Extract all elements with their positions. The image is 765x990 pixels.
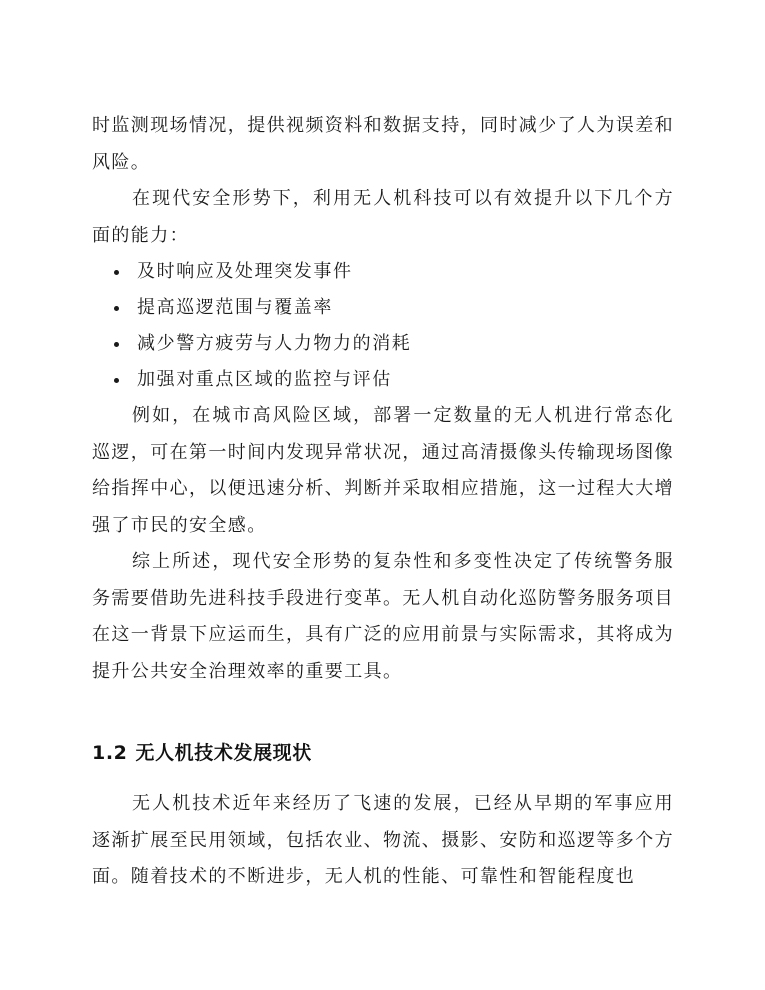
bullet-icon — [114, 270, 119, 275]
section-heading — [92, 738, 312, 765]
bullet-icon — [114, 378, 119, 383]
example-paragraph: 例如，在城市高风险区域，部署一定数量的无人机进行常态化巡逻，可在第一时间内发现异常状况，通过高清摄像头传输现场图像给指挥中心，以便迅速分析、判断并采取相应措施，这一过程大大增强了市民的安全感。 — [92, 405, 674, 536]
list-item: 减少警方疲劳与人力物力的消耗 — [92, 326, 674, 362]
section-title: 无人机技术发展现状 — [135, 742, 312, 764]
list-item: 及时响应及处理突发事件 — [92, 254, 674, 290]
intro-paragraph: 在现代安全形势下，利用无人机科技可以有效提升以下几个方面的能力： — [92, 188, 674, 246]
body-text-upper — [92, 108, 674, 690]
capability-list — [92, 254, 674, 398]
summary-paragraph: 综上所述，现代安全形势的复杂性和多变性决定了传统警务服务需要借助先进科技手段进行变革。无人机自动化巡防警务服务项目在这一背景下应运而生，具有广泛的应用前景与实际需求，其将成为提升公共安全治理效率的重要工具。 — [92, 551, 674, 682]
section-paragraph: 无人机技术近年来经历了飞速的发展，已经从早期的军事应用逐渐扩展至民用领域，包括农业、物流、摄影、安防和巡逻等多个方面。随着技术的不断进步，无人机的性能、可靠性和智能程度也 — [92, 793, 674, 887]
list-item: 提高巡逻范围与覆盖率 — [92, 290, 674, 326]
section-number: 1.2 — [92, 742, 128, 764]
list-item: 加强对重点区域的监控与评估 — [92, 362, 674, 398]
bullet-icon — [114, 306, 119, 311]
body-text-lower — [92, 786, 674, 896]
continuation-paragraph: 时监测现场情况，提供视频资料和数据支持，同时减少了人为误差和风险。 — [92, 115, 674, 173]
bullet-icon — [114, 342, 119, 347]
